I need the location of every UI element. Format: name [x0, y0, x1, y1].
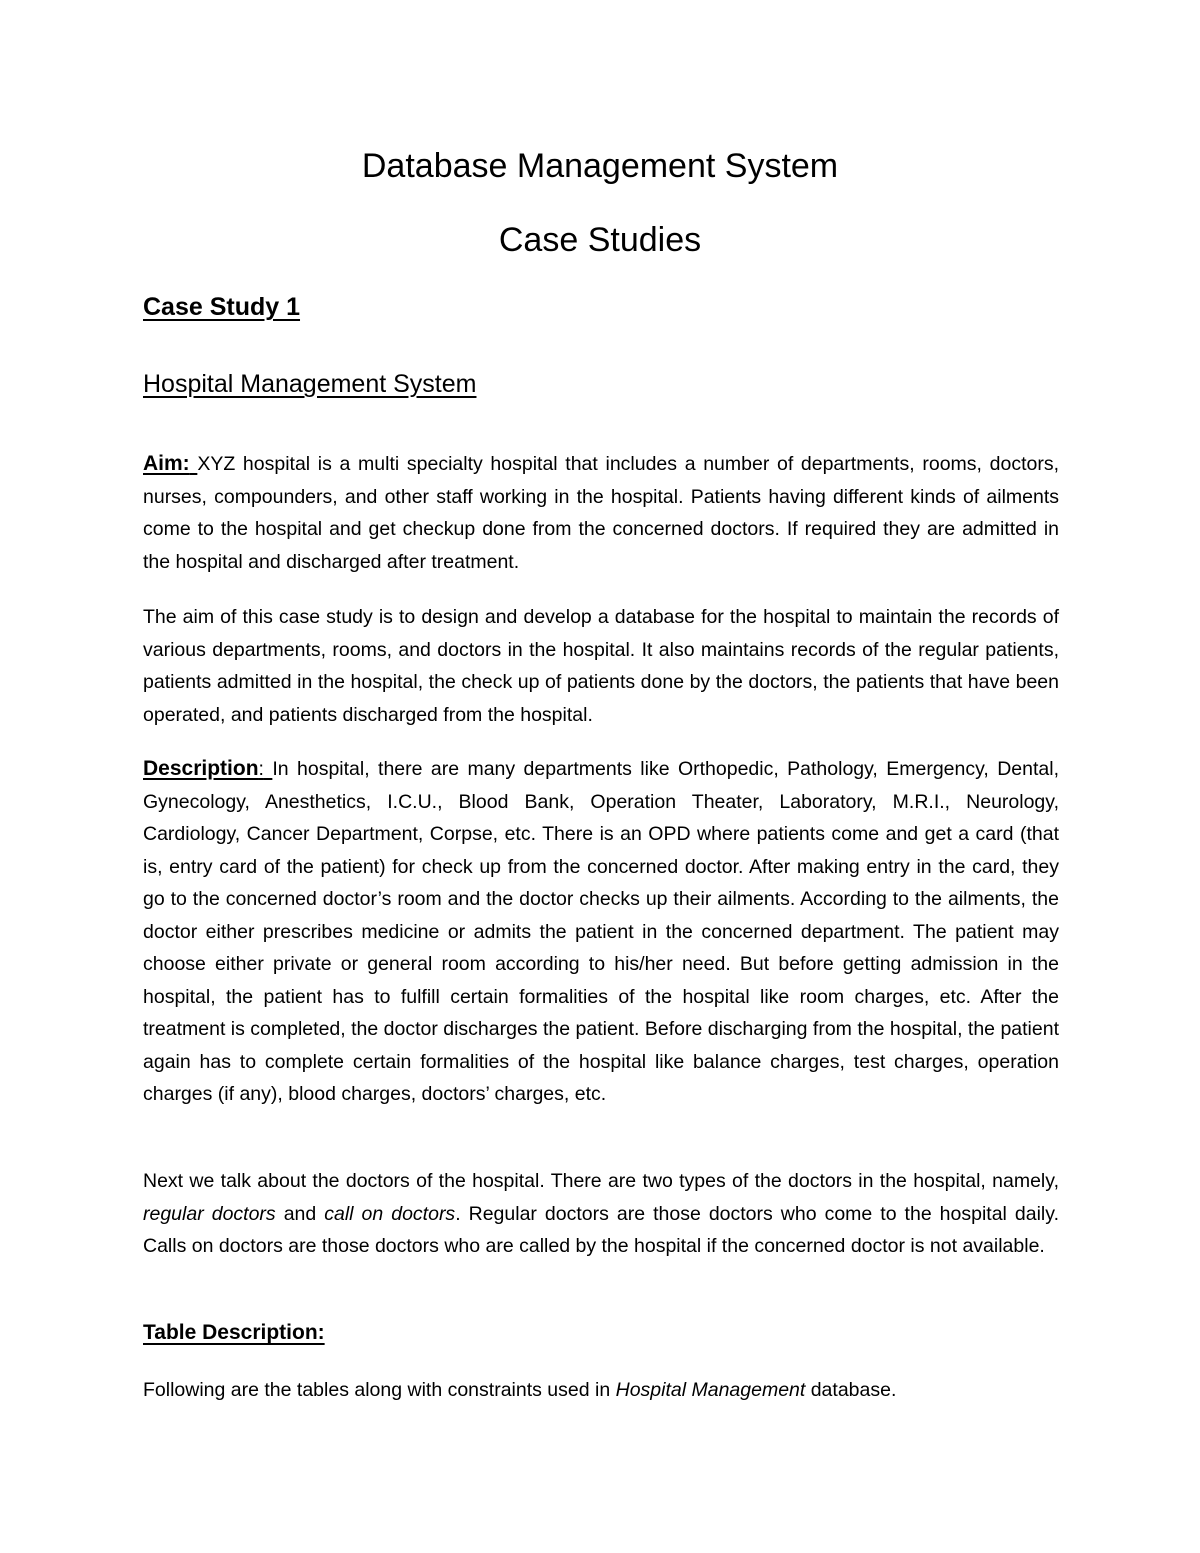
case-study-heading: Case Study 1	[143, 293, 301, 321]
description-text: In hospital, there are many departments like Orthopedic, Pathology, Emergency, Dental, Gynecology, Anesthetics, I.C.U., Blood Bank, Operation Theater, Laboratory, M.R.I., Neurology, Cardiology, Cancer Department, Corpse, etc. There is an OPD where patients come and get a card (that is, entry card of the patient) for check up from the concerned doctor. After making entry in the card, they go to the concerned doctor’s room and the doctor checks up their ailments. According to the ailments, the doctor either prescribes medicine or admits the patient in the concerned department. The patient may choose either private or general room according to his/her need. But before getting admission in the hospital, the patient has to fulfill certain formalities of the hospital like room charges, etc. After the treatment is completed, the doctor discharges the patient. Before discharging from the hospital, the patient again has to complete certain formalities of the hospital like balance charges, test charges, operation charges (if any), blood charges, doctors’ charges, etc.	[143, 758, 1060, 1105]
system-heading: Hospital Management System	[143, 370, 477, 398]
description-colon: :	[258, 758, 264, 780]
following-italic: Hospital Management	[615, 1379, 806, 1401]
doctors-italic-1: regular doctors	[143, 1202, 276, 1225]
aim-text: XYZ hospital is a multi specialty hospital that includes a number of departments, rooms, doctors, nurses, compounders, and other staff working in the hospital. Patients having different kinds of ailments come to the hospital and get checkup done from the concerned doctors. If required they are admitted in the hospital and discharged after treatment.	[143, 453, 1059, 573]
aim-paragraph-2: The aim of this case study is to design and develop a database for the hospital to maintain the records of various departments, rooms, and doctors in the hospital. It also maintains records of the regular patients, patients admitted in the hospital, the check up of patients done by the doctors, the patients that have been operated, and patients discharged from the hospital.	[143, 606, 1059, 726]
doctors-paragraph	[143, 1165, 1059, 1263]
doctors-text-1: Next we talk about the doctors of the hospital. There are two types of the doctors in the hospital, namely,	[143, 1170, 1059, 1192]
doctors-text-3: . Regular doctors are those doctors who come to the hospital daily. Calls on doctors are those doctors who are called by the hospital if the concerned doctor is not available.	[143, 1202, 1059, 1257]
document-title: Database Management System	[361, 147, 839, 185]
doctors-italic-2: call on doctors	[324, 1202, 456, 1225]
description-label: Description	[143, 757, 259, 780]
following-text-2: database.	[805, 1379, 897, 1401]
table-description-heading: Table Description:	[143, 1321, 325, 1344]
following-text-1: Following are the tables along with constraints used in	[143, 1379, 616, 1401]
aim-paragraph	[143, 448, 1059, 578]
document-subtitle: Case Studies	[498, 221, 702, 259]
aim-label: Aim:	[143, 452, 190, 475]
following-paragraph	[143, 1374, 1059, 1407]
doctors-text-2: and	[275, 1202, 325, 1225]
description-paragraph	[143, 753, 1059, 1111]
